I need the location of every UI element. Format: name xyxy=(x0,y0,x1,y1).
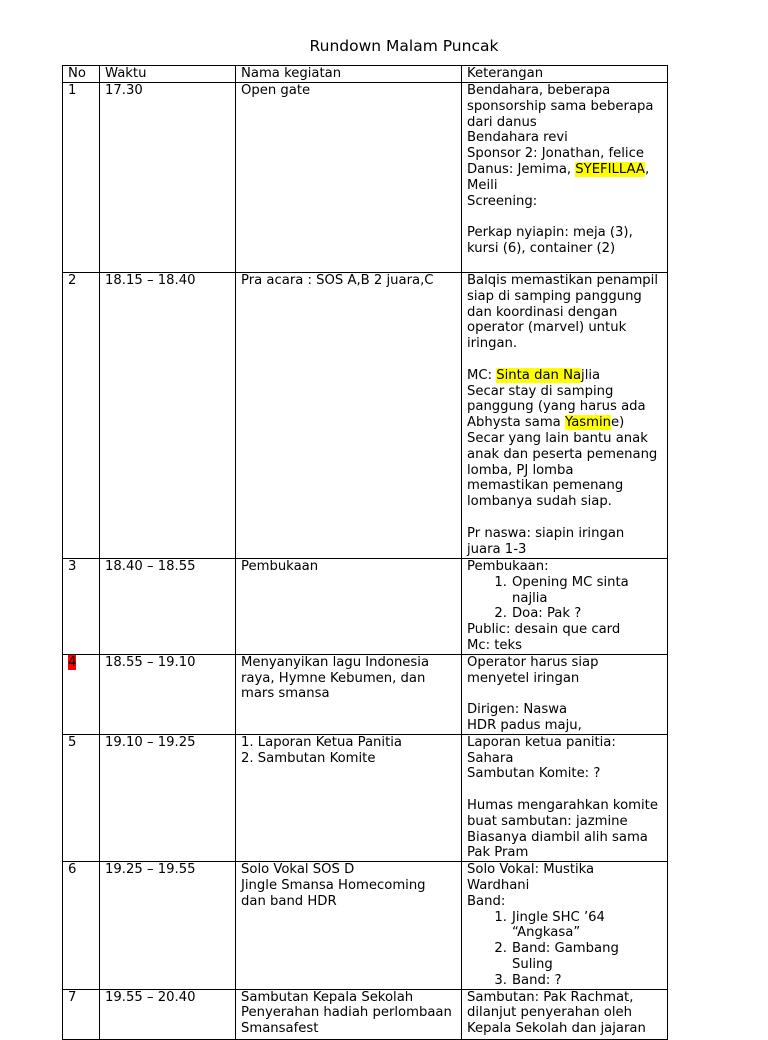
rundown-table xyxy=(62,65,668,1040)
cell-no: 1 xyxy=(63,83,100,273)
flagged-row-number: 4 xyxy=(68,654,77,670)
cell-notes: Operator harus siap menyetel iringan Dirigen: Naswa HDR padus maju, xyxy=(462,654,668,734)
header-no: No xyxy=(63,66,100,83)
highlighted-name: Sinta dan Na xyxy=(496,367,582,383)
cell-notes: Laporan ketua panitia: Sahara Sambutan Komite: ? Humas mengarahkan komite buat sambutan: jazmine Biasanya diambil alih sama Pak Pram xyxy=(462,734,668,861)
list-item: 1. Opening MC sinta xyxy=(494,574,629,590)
cell-notes: Bendahara, beberapa sponsorship sama beberapa dari danus Bendahara revi Sponsor 2: Jonathan, felice Danus: Jemima, SYEFILLAA, Meili Screening: Perkap nyiapin: meja (3), kursi (6), container (2) xyxy=(462,83,668,273)
highlighted-name: Yasmin xyxy=(564,415,612,431)
table-row xyxy=(63,989,668,1039)
table-row xyxy=(63,83,668,273)
table-header-row xyxy=(63,66,668,83)
cell-time: 19.25 – 19.55 xyxy=(100,862,236,989)
cell-activity: Solo Vokal SOS D Jingle Smansa Homecoming dan band HDR xyxy=(236,862,462,989)
cell-no: 6 xyxy=(63,862,100,989)
table-row xyxy=(63,273,668,559)
header-nama-kegiatan: Nama kegiatan xyxy=(236,66,462,83)
cell-no xyxy=(63,654,100,734)
cell-notes: Balqis memastikan penampil siap di samping panggung dan koordinasi dengan operator (marvel) untuk iringan. MC: Sinta dan Najlia Secar stay di samping panggung (yang harus ada Abhysta sama Yasmine) Secar yang lain bantu anak anak dan peserta pemenang lomba, PJ lomba memastikan pemenang lombanya sudah siap. Pr naswa: siapin iringan juara 1-3 xyxy=(462,273,668,559)
list-item: 3. Band: ? xyxy=(494,972,562,988)
cell-notes: Sambutan: Pak Rachmat, dilanjut penyerahan oleh Kepala Sekolah dan jajaran xyxy=(462,989,668,1039)
cell-activity: 1. Laporan Ketua Panitia 2. Sambutan Komite xyxy=(236,734,462,861)
cell-no: 2 xyxy=(63,273,100,559)
list-item: 2. Band: Gambang xyxy=(494,941,619,957)
table-row xyxy=(63,734,668,861)
document-title: Rundown Malam Puncak xyxy=(309,37,499,55)
cell-activity: Pembukaan xyxy=(236,559,462,655)
table-row xyxy=(63,862,668,989)
list-item: 1. Jingle SHC ’64 xyxy=(494,909,605,925)
cell-time: 18.15 – 18.40 xyxy=(100,273,236,559)
cell-time: 18.55 – 19.10 xyxy=(100,654,236,734)
cell-time: 19.10 – 19.25 xyxy=(100,734,236,861)
cell-activity: Open gate xyxy=(236,83,462,273)
table-row xyxy=(63,654,668,734)
cell-activity: Sambutan Kepala Sekolah Penyerahan hadiah perlombaan Smansafest xyxy=(236,989,462,1039)
cell-activity: Pra acara : SOS A,B 2 juara,C xyxy=(236,273,462,559)
cell-activity: Menyanyikan lagu Indonesia raya, Hymne Kebumen, dan mars smansa xyxy=(236,654,462,734)
cell-notes: Solo Vokal: Mustika Wardhani Band: 1. Jingle SHC ’64 “Angkasa” 2. Band: Gambang Suling 3. Band: ? xyxy=(462,862,668,989)
cell-notes: Pembukaan: 1. Opening MC sinta najlia 2. Doa: Pak ? Public: desain que card Mc: teks xyxy=(462,559,668,655)
cell-time: 17.30 xyxy=(100,83,236,273)
highlighted-name: SYEFILLAA xyxy=(575,161,645,177)
header-waktu: Waktu xyxy=(100,66,236,83)
cell-time: 18.40 – 18.55 xyxy=(100,559,236,655)
cell-time: 19.55 – 20.40 xyxy=(100,989,236,1039)
list-item: 2. Doa: Pak ? xyxy=(494,606,582,622)
header-keterangan: Keterangan xyxy=(462,66,668,83)
cell-no: 3 xyxy=(63,559,100,655)
cell-no: 7 xyxy=(63,989,100,1039)
cell-no: 5 xyxy=(63,734,100,861)
table-row xyxy=(63,559,668,655)
